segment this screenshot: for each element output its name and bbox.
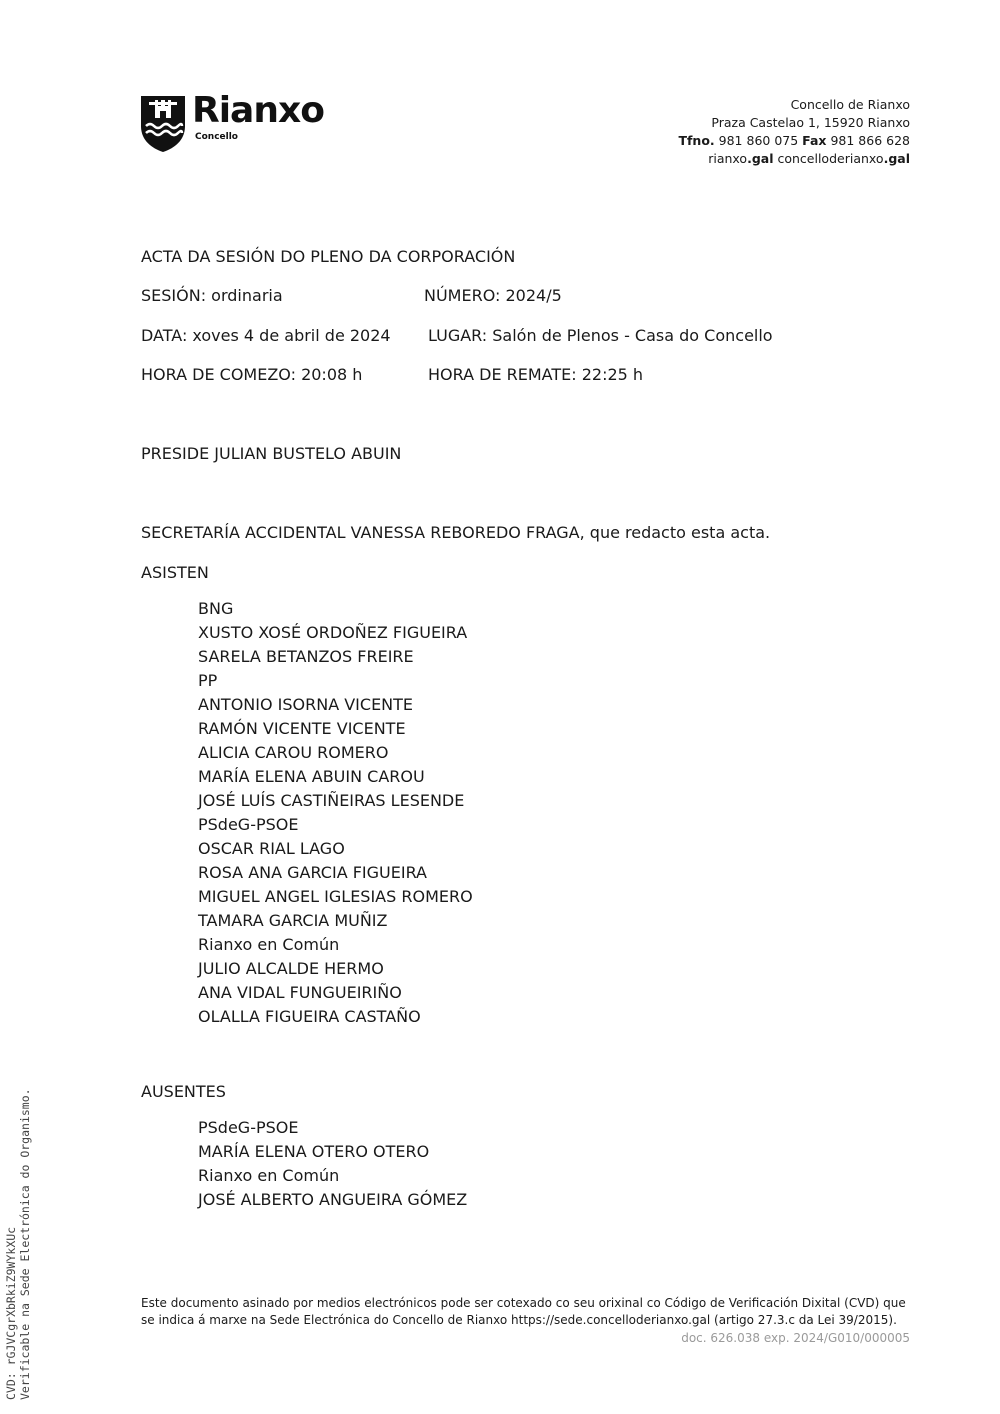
org-web[interactable]: rianxo.gal concelloderianxo.gal	[708, 151, 910, 166]
list-item: MIGUEL ANGEL IGLESIAS ROMERO	[198, 887, 473, 907]
list-item: ALICIA CAROU ROMERO	[198, 743, 389, 763]
attendees-heading: ASISTEN	[141, 562, 209, 582]
acta-body	[141, 244, 921, 1212]
list-item: TAMARA GARCIA MUÑIZ	[198, 911, 388, 931]
list-item: JOSÉ ALBERTO ANGUEIRA GÓMEZ	[198, 1190, 468, 1210]
session-row	[141, 283, 921, 322]
logo-sub: Concello	[195, 132, 238, 142]
session-date: DATA: xoves 4 de abril de 2024	[141, 325, 391, 345]
list-item: ROSA ANA GARCIA FIGUEIRA	[198, 863, 427, 883]
verify-note: Verificable na Sede Electrónica do Organismo.	[18, 1088, 32, 1400]
logo-name: Rianxo	[192, 90, 324, 131]
list-item: PSdeG-PSOE	[198, 1118, 299, 1138]
date-row	[141, 323, 921, 362]
session-number: NÚMERO: 2024/5	[424, 286, 562, 306]
start-time: HORA DE COMEZO: 20:08 h	[141, 364, 363, 384]
castle-shield-icon	[141, 96, 185, 152]
list-item: MARÍA ELENA ABUIN CAROU	[198, 767, 425, 787]
acta-title: ACTA DA SESIÓN DO PLENO DA CORPORACIÓN	[141, 247, 516, 266]
list-item: RAMÓN VICENTE VICENTE	[198, 719, 406, 739]
list-item: BNG	[198, 599, 234, 619]
list-item: SARELA BETANZOS FREIRE	[198, 647, 414, 667]
list-item: Rianxo en Común	[198, 1166, 340, 1186]
verification-margin	[4, 1088, 32, 1400]
list-item: MARÍA ELENA OTERO OTERO	[198, 1142, 430, 1162]
list-item: XUSTO XOSÉ ORDOÑEZ FIGUEIRA	[198, 623, 468, 643]
footer-ref: doc. 626.038 exp. 2024/G010/000005	[681, 1331, 910, 1345]
end-time: HORA DE REMATE: 22:25 h	[428, 364, 644, 384]
absent-list	[198, 1116, 921, 1212]
footer-note: Este documento asinado por medios electrónicos pode ser cotexado co seu orixinal co Código de Verificación Dixital (CVD) que se indica á marxe na Sede Electrónica do Concello de Rianxo https://sede.concelloderianxo.gal (artigo 27.3.c da Lei 39/2015).	[141, 1296, 906, 1327]
presides: PRESIDE JULIAN BUSTELO ABUIN	[141, 444, 402, 464]
list-item: JOSÉ LUÍS CASTIÑEIRAS LESENDE	[198, 791, 465, 811]
session-place: LUGAR: Salón de Plenos - Casa do Concello	[428, 325, 773, 345]
logo	[141, 90, 351, 154]
list-item: PSdeG-PSOE	[198, 815, 299, 835]
list-item: ANTONIO ISORNA VICENTE	[198, 695, 414, 715]
list-item: OSCAR RIAL LAGO	[198, 839, 345, 859]
header-contact	[678, 96, 910, 168]
attendees-list	[198, 597, 921, 1029]
list-item: JULIO ALCALDE HERMO	[198, 959, 384, 979]
list-item: Rianxo en Común	[198, 935, 340, 955]
org-address: Praza Castelao 1, 15920 Rianxo	[711, 115, 910, 130]
cvd-code: CVD: rGJVCgrXbRkiZ9WYkXUc	[4, 1226, 18, 1400]
org-phone-fax: Tfno. 981 860 075 Fax 981 866 628	[678, 133, 910, 148]
org-name: Concello de Rianxo	[790, 97, 910, 112]
time-row	[141, 362, 921, 401]
list-item: ANA VIDAL FUNGUEIRIÑO	[198, 983, 402, 1003]
list-item: PP	[198, 671, 218, 691]
secretary: SECRETARÍA ACCIDENTAL VANESSA REBOREDO FRAGA, que redacto esta acta.	[141, 523, 771, 543]
list-item: OLALLA FIGUEIRA CASTAÑO	[198, 1007, 421, 1027]
session-type: SESIÓN: ordinaria	[141, 286, 283, 306]
absent-heading: AUSENTES	[141, 1082, 226, 1102]
